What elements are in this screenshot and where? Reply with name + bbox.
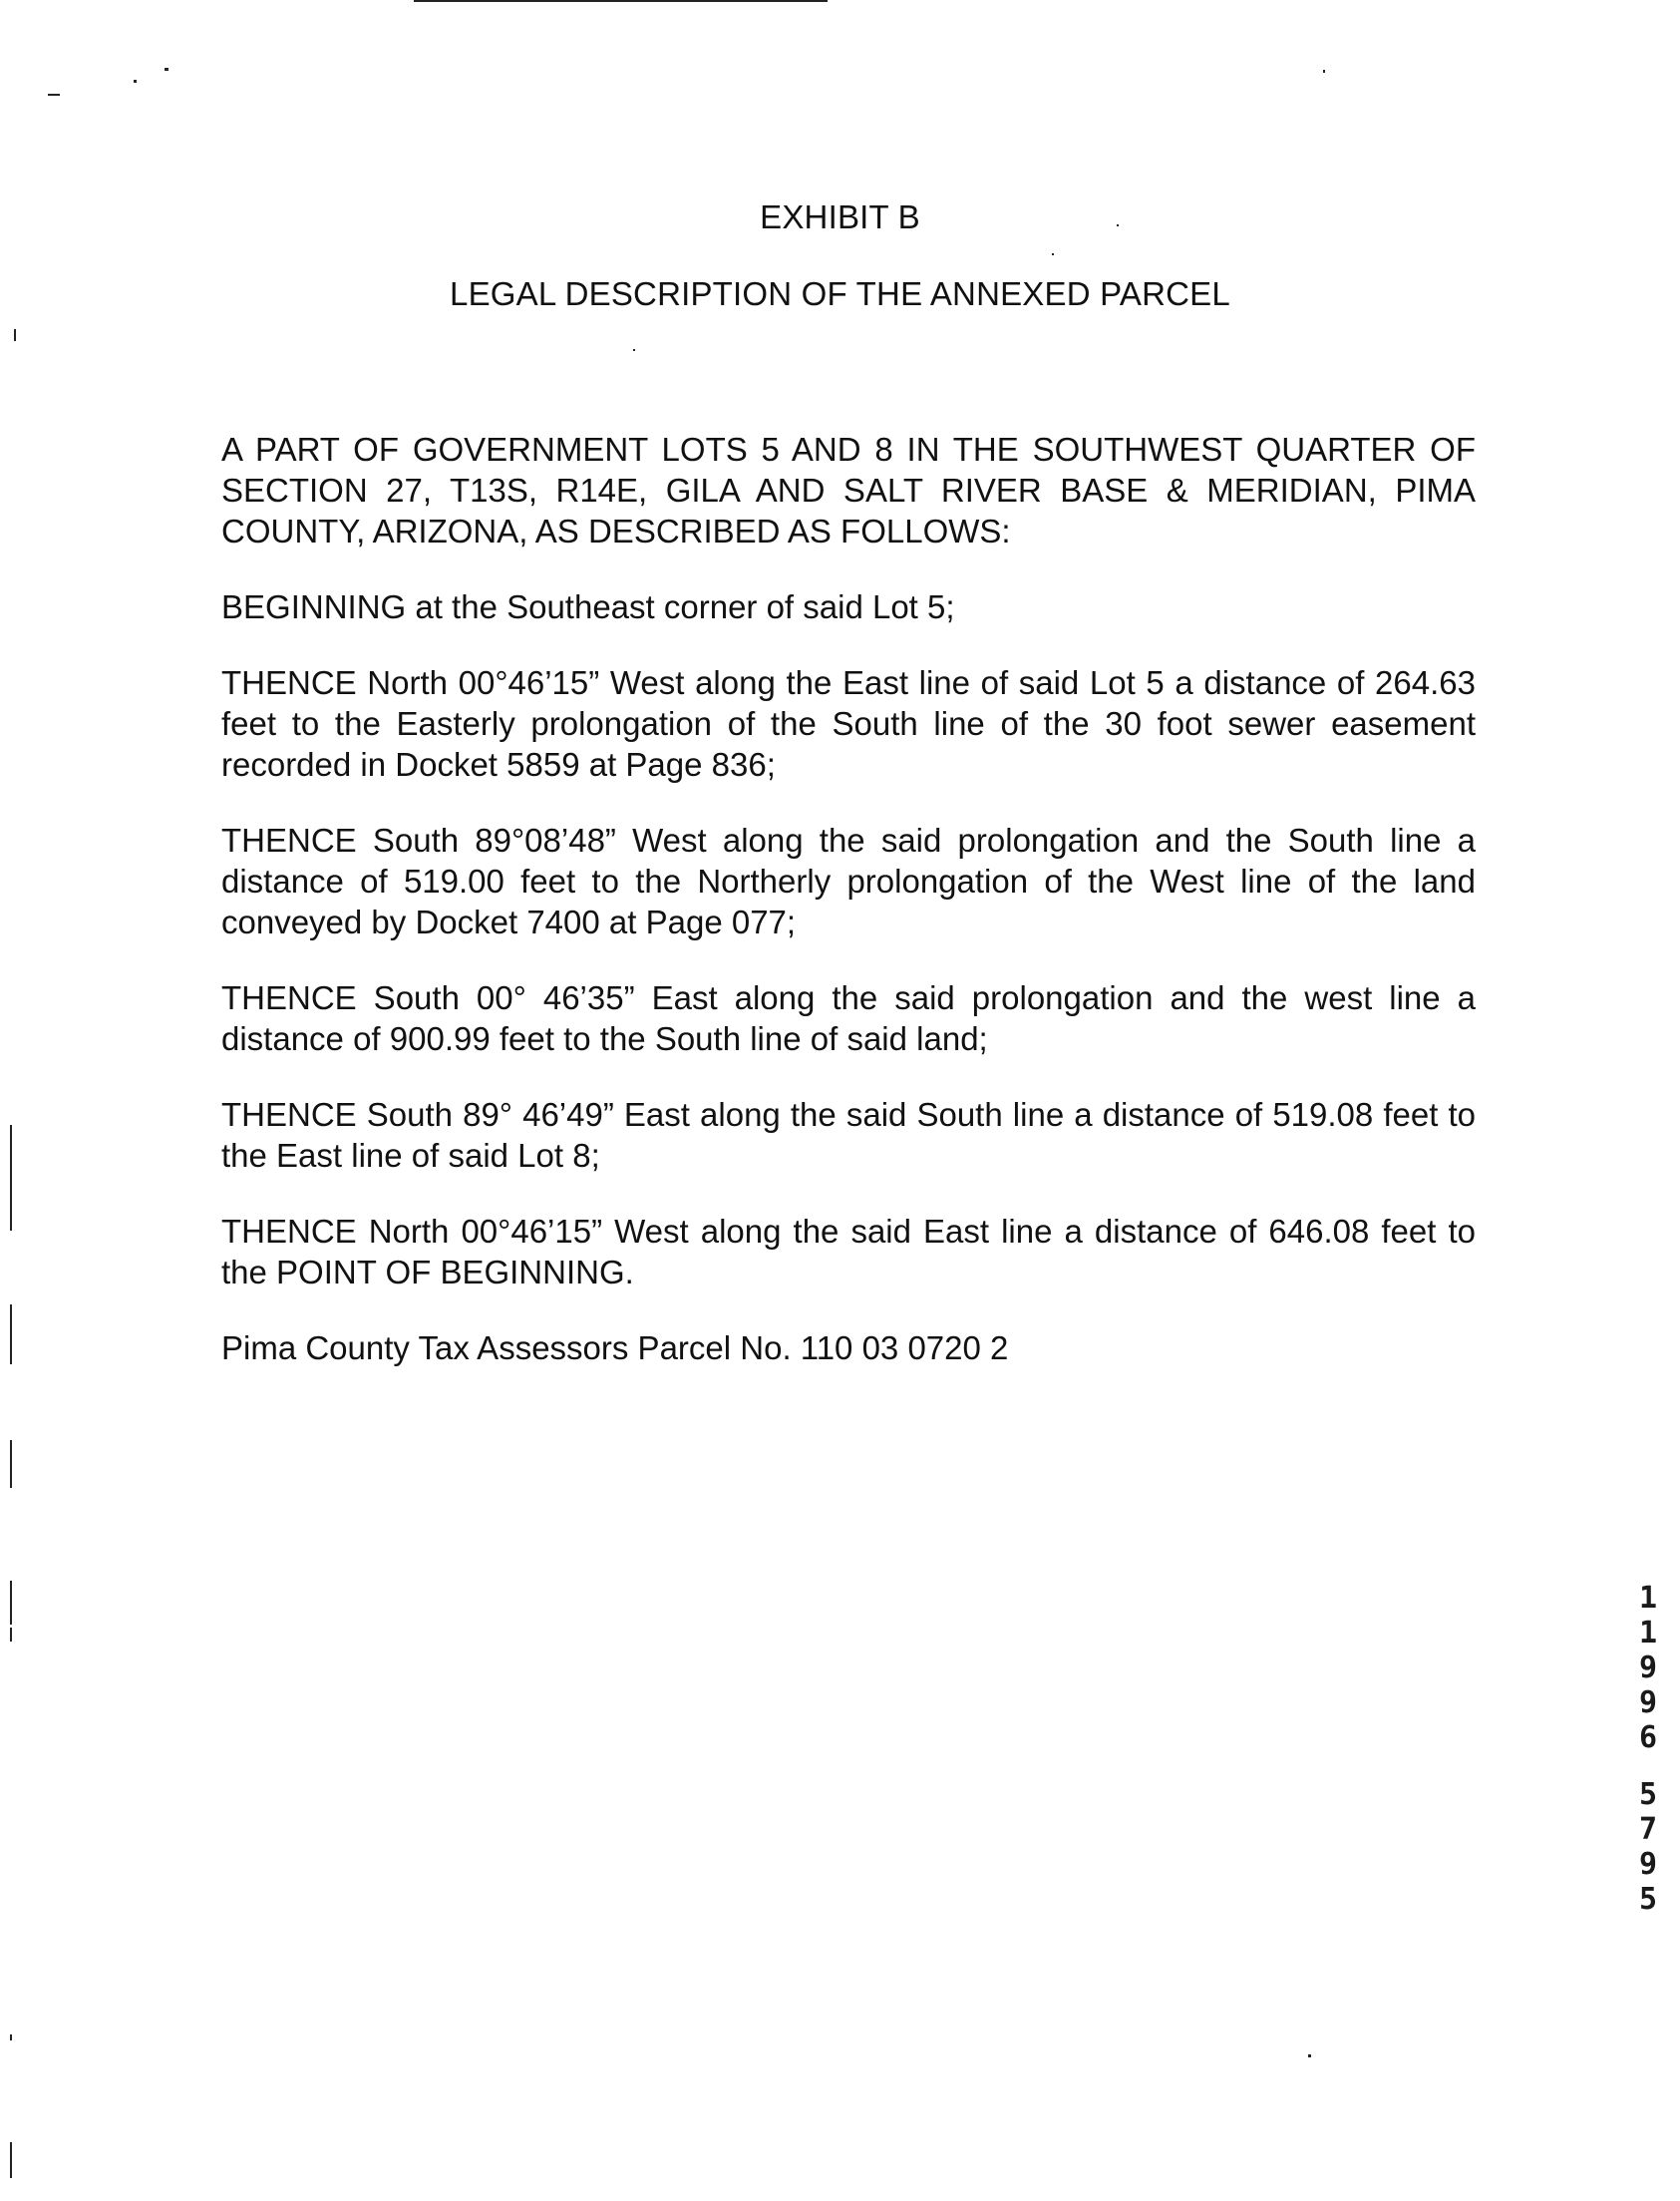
scan-margin-line: [10, 1304, 12, 1364]
course-paragraph: THENCE North 00°46’15” West along the said East line a distance of 646.08 feet to the POINT OF BEGINNING.: [221, 1213, 1476, 1290]
course-paragraph: THENCE North 00°46’15” West along the East line of said Lot 5 a distance of 264.63 feet to the Easterly prolongation of the South line of the 30 foot sewer easement recorded in Docket 5859 at Page 836;: [221, 664, 1476, 783]
scan-margin-line: [10, 1581, 12, 1625]
course-paragraph: THENCE South 89° 46’49” East along the said South line a distance of 519.08 feet to the East line of said Lot 8;: [221, 1096, 1476, 1174]
scan-line-top: [414, 0, 828, 2]
scan-speck: [1323, 70, 1325, 73]
stamp-digit: 9: [1638, 1685, 1658, 1720]
scan-speck: [165, 68, 168, 71]
stamp-digit: 1: [1638, 1581, 1658, 1616]
course-paragraph: THENCE South 00° 46’35” East along the said prolongation and the west line a distance of 900.99 feet to the South line of said land;: [221, 979, 1476, 1057]
scan-speck: [1308, 2054, 1311, 2057]
stamp-digit: 7: [1638, 1812, 1658, 1847]
scan-speck: [1052, 253, 1054, 255]
scan-speck: [14, 329, 16, 341]
stamp-digit: 6: [1638, 1720, 1658, 1755]
scan-margin-line: [10, 2142, 12, 2178]
scan-speck: [134, 80, 137, 83]
legal-description: [221, 429, 1476, 1403]
beginning-paragraph: BEGINNING at the Southeast corner of said Lot 5;: [221, 588, 955, 625]
scan-margin-line: [10, 1440, 12, 1488]
document-title: LEGAL DESCRIPTION OF THE ANNEXED PARCEL: [450, 275, 1230, 312]
course-paragraph: THENCE South 89°08’48” West along the said prolongation and the South line a distance of 519.00 feet to the Northerly prolongation of the West line of the land conveyed by Docket 7400 at Page 077;: [221, 822, 1476, 940]
scan-speck: [633, 349, 635, 351]
scan-margin-line: [10, 1125, 12, 1231]
docket-stamp: [1635, 1581, 1661, 1755]
parcel-number-line: Pima County Tax Assessors Parcel No. 110 03 0720 2: [221, 1329, 1009, 1366]
stamp-digit: 5: [1638, 1882, 1658, 1917]
stamp-digit: 5: [1638, 1777, 1658, 1812]
scan-speck: [48, 94, 60, 96]
stamp-digit: 9: [1638, 1651, 1658, 1685]
scan-speck: [10, 2034, 12, 2040]
exhibit-heading: EXHIBIT B: [760, 198, 920, 235]
preamble-paragraph: A PART OF GOVERNMENT LOTS 5 AND 8 IN THE SOUTHWEST QUARTER OF SECTION 27, T13S, R14E, GILA AND SALT RIVER BASE & MERIDIAN, PIMA COUNTY, ARIZONA, AS DESCRIBED AS FOLLOWS:: [221, 431, 1476, 550]
scan-margin-line: [10, 1628, 12, 1642]
page-stamp: [1635, 1777, 1661, 1917]
stamp-digit: 9: [1638, 1847, 1658, 1882]
stamp-digit: 1: [1638, 1616, 1658, 1651]
